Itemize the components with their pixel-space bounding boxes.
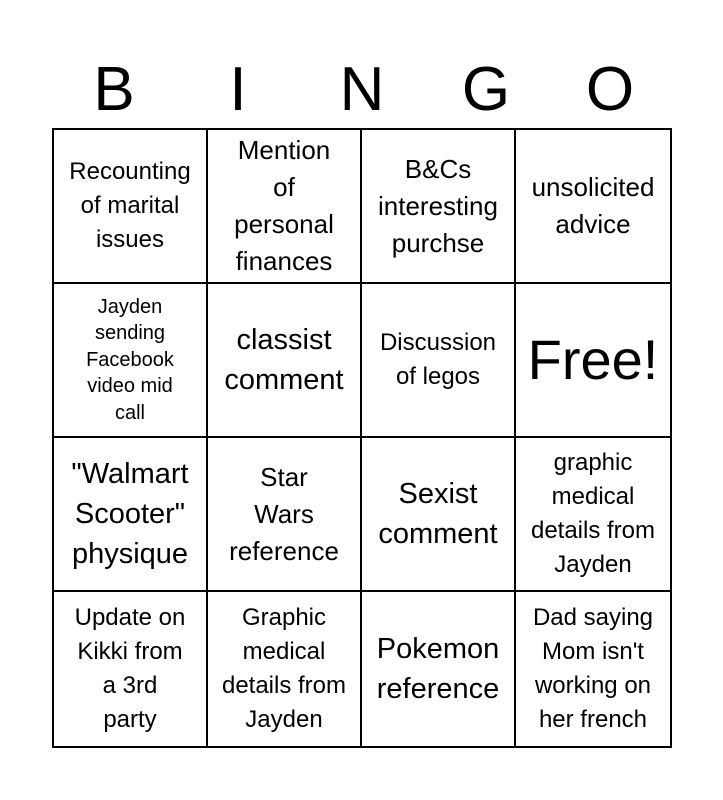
header-letter-g: G xyxy=(461,55,511,124)
bingo-cell-r4c1[interactable] xyxy=(54,592,208,746)
cell-label: Discussion of legos xyxy=(379,329,497,390)
cell-label: graphic medical details from Jayden xyxy=(530,449,656,578)
cell-label: Sexist comment xyxy=(378,478,498,550)
header-letter-n: N xyxy=(339,55,385,124)
bingo-cell-r1c3[interactable] xyxy=(362,130,516,284)
cell-label: Recounting of marital issues xyxy=(69,158,191,253)
bingo-board xyxy=(52,128,672,748)
bingo-cell-r3c4[interactable] xyxy=(516,438,670,592)
bingo-cell-r2c2[interactable] xyxy=(208,284,362,438)
cell-label: Mention of personal finances xyxy=(234,135,334,276)
cell-label: Jayden sending Facebook video mid call xyxy=(86,295,174,424)
bingo-cell-r3c1[interactable] xyxy=(54,438,208,592)
bingo-cell-r1c2[interactable] xyxy=(208,130,362,284)
header-letter-b: B xyxy=(93,55,135,124)
bingo-cell-r4c3[interactable] xyxy=(362,592,516,746)
cell-label: Graphic medical details from Jayden xyxy=(221,604,347,733)
cell-label: Star Wars reference xyxy=(229,461,339,566)
header-letter-i: I xyxy=(229,55,247,124)
bingo-cell-r1c4[interactable] xyxy=(516,130,670,284)
header-letter-o: O xyxy=(585,55,635,124)
bingo-header xyxy=(52,52,672,128)
bingo-cell-r2c3[interactable] xyxy=(362,284,516,438)
bingo-cell-r3c2[interactable] xyxy=(208,438,362,592)
bingo-cell-r1c1[interactable] xyxy=(54,130,208,284)
bingo-cell-r3c3[interactable] xyxy=(362,438,516,592)
cell-label: classist comment xyxy=(224,324,344,396)
cell-label: "Walmart Scooter" physique xyxy=(71,458,189,570)
cell-label: Dad saying Mom isn't working on her french xyxy=(532,604,654,733)
free-space-label: Free! xyxy=(527,328,659,391)
cell-label: unsolicited advice xyxy=(531,172,655,239)
cell-label: B&Cs interesting purchse xyxy=(378,153,498,258)
bingo-cell-free[interactable] xyxy=(516,284,670,438)
bingo-cell-r4c4[interactable] xyxy=(516,592,670,746)
bingo-cell-r4c2[interactable] xyxy=(208,592,362,746)
cell-label: Pokemon reference xyxy=(376,633,500,705)
cell-label: Update on Kikki from a 3rd party xyxy=(74,604,186,733)
bingo-cell-r2c1[interactable] xyxy=(54,284,208,438)
